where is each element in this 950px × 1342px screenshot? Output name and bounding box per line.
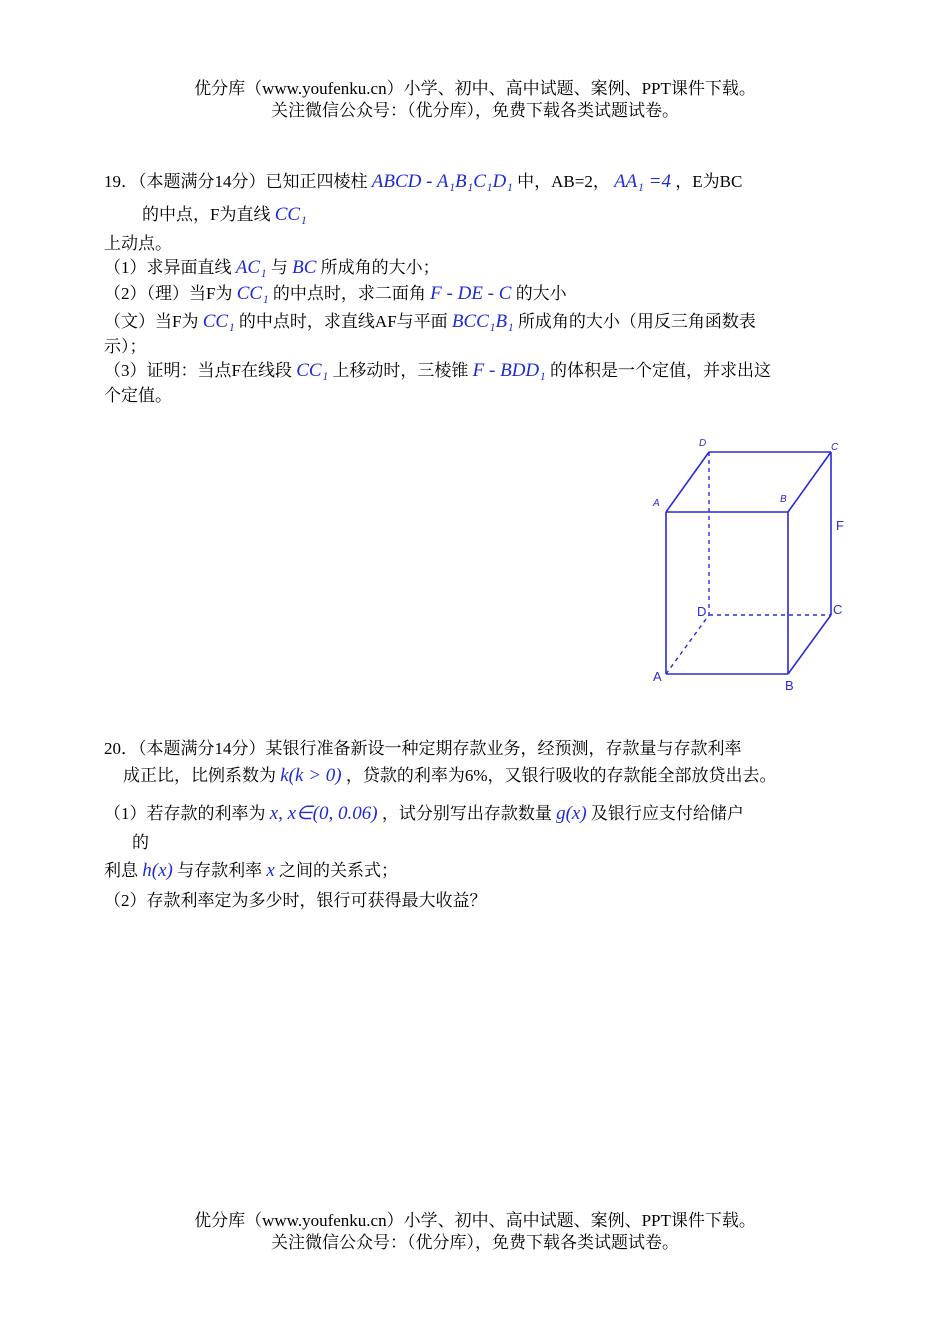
- label-a1: A: [653, 498, 660, 509]
- q19-p4-text: 的体积是一个定值，并求出这: [550, 361, 772, 380]
- q19-pyramid-formula: F - BDD₁: [472, 360, 546, 381]
- edge-b1c1: [788, 452, 831, 512]
- q19-part-3-cont: 个定值。: [104, 386, 172, 405]
- label-d1: D: [699, 438, 707, 449]
- q19-part-2: [104, 282, 567, 306]
- label-a: A: [653, 669, 662, 684]
- footer-line-1: 优分库（www.youfenku.cn）小学、初中、高中试题、案例、PPT课件下载。: [194, 1211, 756, 1230]
- q19-prism-formula: ABCD - A₁B₁C₁D₁: [371, 171, 513, 192]
- q19-part-1: [104, 256, 440, 280]
- q20-part-1-cont: 的: [132, 833, 149, 852]
- q20-part-1: [104, 802, 744, 826]
- q19-part-3: [104, 359, 771, 383]
- q20-g-formula: g(x): [556, 803, 587, 824]
- edge-a1d1: [666, 452, 709, 512]
- label-c1: C: [831, 442, 839, 453]
- q20-p1-text: 之间的关系式；: [279, 861, 399, 880]
- label-c: C: [833, 602, 843, 617]
- q19-p1-text: 与: [270, 258, 288, 277]
- q19-text: ，E为BC: [675, 172, 743, 191]
- q19-p4-text: （3）证明：当点F在线段: [104, 361, 292, 380]
- q20-p1-text: 利息: [104, 861, 138, 880]
- q19-p1-text: 所成角的大小；: [320, 258, 440, 277]
- q19-p4-text: 上移动时，三棱锥: [332, 361, 469, 380]
- q20-p1-text: ，试分别写出存款数量: [381, 804, 552, 823]
- q19-p2-text: 的大小: [515, 284, 567, 303]
- q20-part-1-cont2: [104, 859, 398, 883]
- q19-plane-formula: BCC₁B₁: [451, 311, 514, 332]
- q19-ac1-formula: AC₁: [235, 257, 267, 278]
- q19-line-2: [142, 203, 307, 227]
- q19-text: 的中点，F为直线: [142, 205, 271, 224]
- q20-text: ，贷款的利率为6%，又银行吸收的存款能全部放贷出去。: [345, 766, 777, 785]
- q19-p2-text: （2）（理）当F为: [104, 284, 233, 303]
- q19-line-3: 上动点。: [104, 234, 172, 253]
- q19-intro: 19．（本题满分14分）已知正四棱柱: [104, 172, 368, 191]
- label-b: B: [785, 678, 794, 693]
- q20-p1-text: （1）若存款的利率为: [104, 804, 266, 823]
- label-b1: B: [780, 494, 787, 505]
- q19-cc1-formula: CC₁: [296, 360, 329, 381]
- q19-dihedral-formula: F - DE - C: [430, 283, 512, 304]
- q19-p3-text: 的中点时，求直线AF与平面: [238, 312, 448, 331]
- q19-p3-text: 所成角的大小（用反三角函数表: [517, 312, 756, 331]
- q20-p1-text: 及银行应支付给储户: [590, 804, 744, 823]
- label-f: F: [836, 518, 844, 533]
- q19-bc-formula: BC: [292, 257, 317, 278]
- q20-k-formula: k(k > 0): [280, 765, 342, 786]
- q20-interval-formula: x, x∈(0, 0.06): [269, 803, 378, 824]
- q19-p2-text: 的中点时，求二面角: [272, 284, 426, 303]
- q20-line-1: 20．（本题满分14分）某银行准备新设一种定期存款业务，经预测，存款量与存款利率: [104, 739, 742, 758]
- q20-p1-text: 与存款利率: [177, 861, 263, 880]
- q19-cc1-formula: CC₁: [274, 204, 307, 225]
- q20-h-formula: h(x): [142, 860, 173, 881]
- header-line-1: 优分库（www.youfenku.cn）小学、初中、高中试题、案例、PPT课件下载。: [194, 79, 756, 98]
- prism-figure: [640, 430, 880, 700]
- q19-aa1-formula: AA₁ =4: [614, 171, 671, 192]
- q19-p3-text: （文）当F为: [104, 312, 199, 331]
- edge-ad-hidden: [666, 615, 709, 674]
- label-d: D: [697, 604, 707, 619]
- edge-bc: [788, 615, 831, 674]
- q19-cc1-formula: CC₁: [236, 283, 269, 304]
- footer-line-2: 关注微信公众号：（优分库），免费下载各类试题试卷。: [271, 1233, 679, 1252]
- q20-part-2: （2）存款利率定为多少时，银行可获得最大收益？: [104, 891, 487, 910]
- q19-part-2-wen: [104, 310, 756, 334]
- q19-p1-text: （1）求异面直线: [104, 258, 232, 277]
- header-line-2: 关注微信公众号：（优分库），免费下载各类试题试卷。: [271, 101, 679, 120]
- q19-part-2-wen-cont: 示）；: [104, 337, 147, 356]
- q20-line-2: [123, 764, 777, 788]
- q20-x-formula: x: [266, 860, 275, 881]
- q19-cc1-formula: CC₁: [202, 311, 235, 332]
- q19-line-1: [104, 170, 742, 194]
- q20-text: 成正比，比例系数为: [123, 766, 276, 785]
- q19-text: 中，AB=2，: [517, 172, 610, 191]
